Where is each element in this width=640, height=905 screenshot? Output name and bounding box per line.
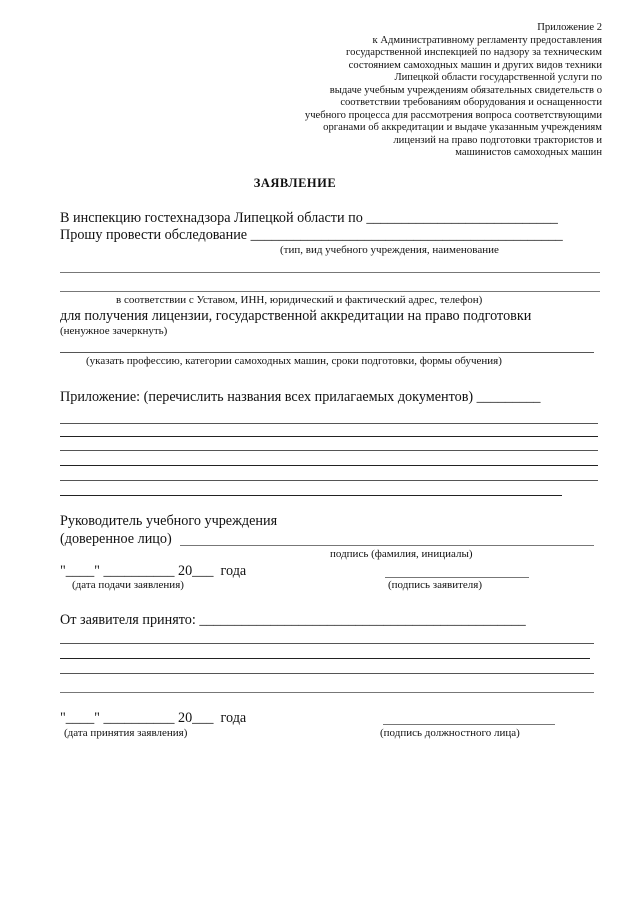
header-line: выдаче учебным учреждениям обязательных свидетельств о: [329, 85, 602, 96]
hint-acceptance-date: (дата принятия заявления): [64, 727, 188, 739]
attachments-line: Приложение: (перечислить названия всех прилагаемых документов) _________: [60, 389, 541, 405]
blank-line: [60, 673, 594, 674]
header-line: государственной инспекцией по надзору за техническим: [346, 47, 602, 58]
acceptance-date-line: "____" __________ 20___ года: [60, 710, 247, 726]
header-line: к Административному регламенту предоставления: [372, 35, 602, 46]
hint-strike-out: (ненужное зачеркнуть): [60, 325, 168, 337]
header-line: Приложение 2: [537, 22, 602, 33]
hint-charter-details: в соответствии с Уставом, ИНН, юридический и фактический адрес, телефон): [116, 294, 483, 306]
blank-line: [60, 692, 594, 693]
blank-line: [60, 352, 594, 353]
header-line: органами об аккредитации и выдаче указанным учреждениям: [323, 122, 602, 133]
header-line: Липецкой области государственной услуги по: [394, 72, 602, 83]
official-signature-line: [383, 724, 555, 725]
hint-signature-name: подпись (фамилия, инициалы): [330, 548, 473, 560]
header-line: состоянием самоходных машин и других видов техники: [348, 60, 602, 71]
submission-date-line: "____" __________ 20___ года: [60, 563, 247, 579]
inspection-line: В инспекцию гостехнадзора Липецкой области по ___________________________: [60, 210, 558, 226]
head-of-institution-label: Руководитель учебного учреждения: [60, 513, 278, 529]
hint-profession: (указать профессию, категории самоходных машин, сроки подготовки, формы обучения): [86, 355, 502, 367]
header-line: машинистов самоходных машин: [455, 147, 602, 158]
header-line: лицензий на право подготовки трактористов и: [393, 135, 602, 146]
hint-official-signature: (подпись должностного лица): [380, 727, 520, 739]
hint-institution-type: (тип, вид учебного учреждения, наименование: [280, 244, 499, 256]
blank-line: [60, 436, 598, 437]
blank-line: [60, 658, 590, 659]
license-purpose-line: для получения лицензии, государственной аккредитации на право подготовки: [60, 308, 532, 324]
request-line: Прошу провести обследование ____________________________________________: [60, 227, 563, 243]
blank-line: [60, 465, 598, 466]
hint-applicant-signature: (подпись заявителя): [388, 579, 483, 591]
blank-line: [60, 423, 598, 424]
blank-line: [60, 272, 600, 273]
blank-line: [60, 643, 594, 644]
hint-submission-date: (дата подачи заявления): [72, 579, 184, 591]
blank-line: [60, 291, 600, 292]
header-line: учебного процесса для рассмотрения вопроса соответствующими: [304, 110, 602, 121]
blank-line: [60, 450, 598, 451]
blank-line: [60, 495, 562, 496]
page-title: ЗАЯВЛЕНИЕ: [253, 176, 337, 190]
proxy-label: (доверенное лицо): [60, 531, 176, 547]
header-line: соответствии требованиям оборудования и оснащенности: [340, 97, 602, 108]
blank-line: [60, 480, 598, 481]
signature-line: [180, 545, 594, 546]
applicant-signature-line: [385, 577, 529, 578]
accepted-from-line: От заявителя принято: ______________________________________________: [60, 612, 526, 628]
